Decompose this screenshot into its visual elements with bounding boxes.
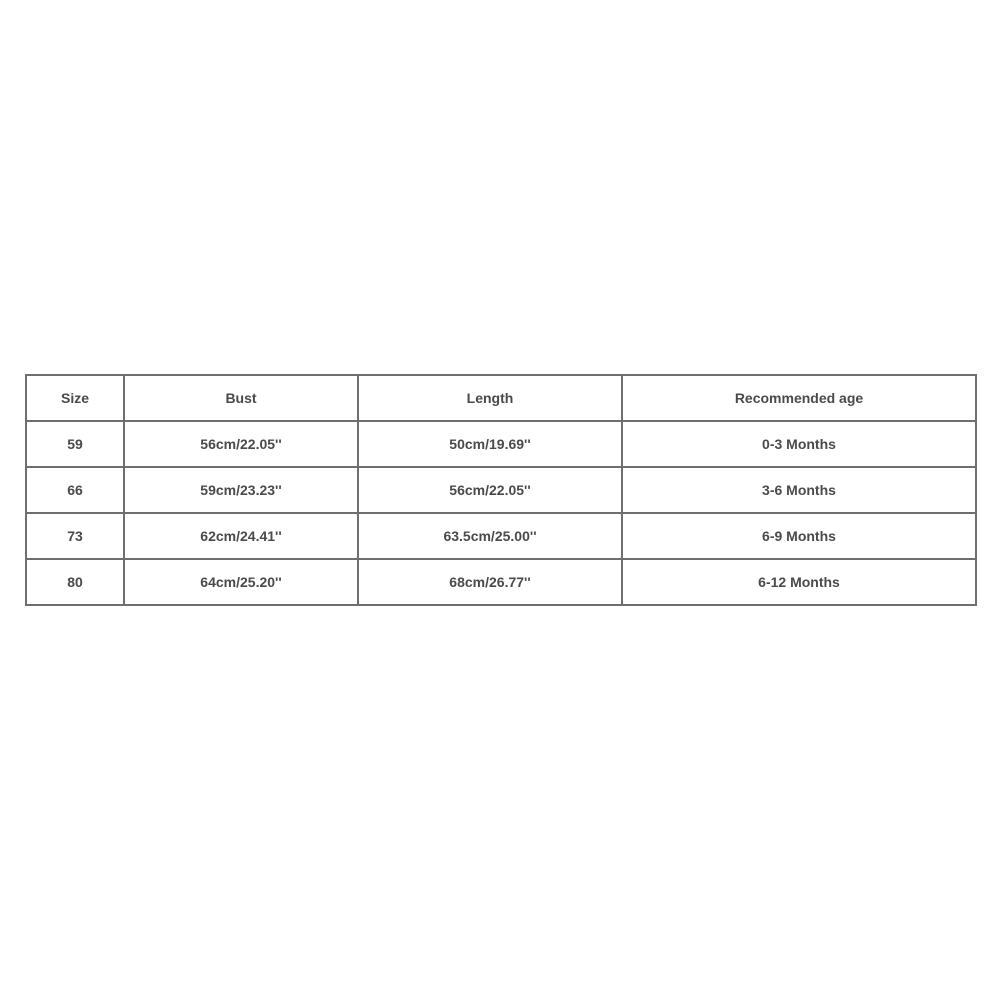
header-size: Size xyxy=(26,375,124,421)
table-row xyxy=(26,467,976,513)
size-chart-table xyxy=(25,374,977,606)
cell-size: 66 xyxy=(26,467,124,513)
cell-length: 50cm/19.69'' xyxy=(358,421,622,467)
cell-length: 63.5cm/25.00'' xyxy=(358,513,622,559)
cell-bust: 59cm/23.23'' xyxy=(124,467,358,513)
cell-length: 68cm/26.77'' xyxy=(358,559,622,605)
cell-bust: 62cm/24.41'' xyxy=(124,513,358,559)
table-row xyxy=(26,513,976,559)
header-recommended-age: Recommended age xyxy=(622,375,976,421)
header-bust: Bust xyxy=(124,375,358,421)
cell-length: 56cm/22.05'' xyxy=(358,467,622,513)
table-header-row xyxy=(26,375,976,421)
cell-recommended-age: 0-3 Months xyxy=(622,421,976,467)
cell-size: 80 xyxy=(26,559,124,605)
cell-recommended-age: 6-9 Months xyxy=(622,513,976,559)
cell-bust: 56cm/22.05'' xyxy=(124,421,358,467)
cell-bust: 64cm/25.20'' xyxy=(124,559,358,605)
cell-size: 73 xyxy=(26,513,124,559)
cell-size: 59 xyxy=(26,421,124,467)
header-length: Length xyxy=(358,375,622,421)
table-row xyxy=(26,421,976,467)
cell-recommended-age: 3-6 Months xyxy=(622,467,976,513)
table-row xyxy=(26,559,976,605)
cell-recommended-age: 6-12 Months xyxy=(622,559,976,605)
